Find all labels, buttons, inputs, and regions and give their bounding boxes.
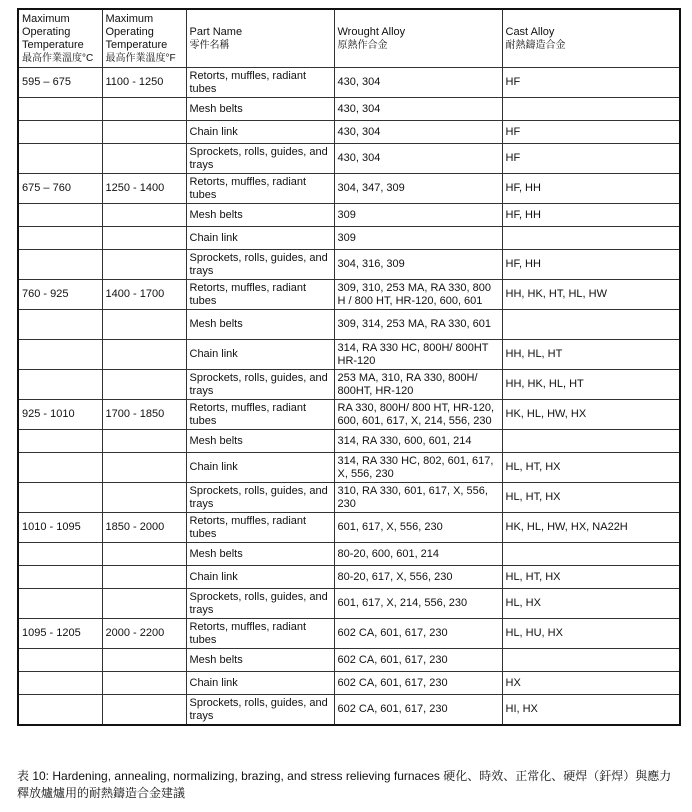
cell-part-name: Retorts, muffles, radiant tubes bbox=[186, 513, 334, 543]
cell-temp-f: 1850 - 2000 bbox=[102, 513, 186, 543]
cell-part-name: Mesh belts bbox=[186, 543, 334, 566]
cell-cast-alloy: HF, HH bbox=[502, 204, 680, 227]
cell-part-name: Retorts, muffles, radiant tubes bbox=[186, 174, 334, 204]
alloy-table-container bbox=[17, 8, 679, 726]
cell-temp-f bbox=[102, 649, 186, 672]
cell-cast-alloy: HH, HK, HT, HL, HW bbox=[502, 280, 680, 310]
cell-temp-f bbox=[102, 483, 186, 513]
cell-temp-c bbox=[18, 144, 102, 174]
cell-part-name: Chain link bbox=[186, 453, 334, 483]
cell-wrought-alloy: 309, 310, 253 MA, RA 330, 800 H / 800 HT, HR-120, 600, 601 bbox=[334, 280, 502, 310]
cell-temp-f bbox=[102, 98, 186, 121]
table-row bbox=[18, 204, 680, 227]
cell-temp-c bbox=[18, 121, 102, 144]
cell-wrought-alloy: 602 CA, 601, 617, 230 bbox=[334, 649, 502, 672]
cell-cast-alloy: HF bbox=[502, 121, 680, 144]
cell-temp-c bbox=[18, 250, 102, 280]
cell-cast-alloy: HI, HX bbox=[502, 695, 680, 726]
header-label: Maximum Operating Temperature bbox=[105, 12, 168, 51]
cell-cast-alloy bbox=[502, 310, 680, 340]
cell-cast-alloy: HL, HX bbox=[502, 589, 680, 619]
cell-temp-c bbox=[18, 430, 102, 453]
cell-cast-alloy: HF bbox=[502, 144, 680, 174]
table-row bbox=[18, 430, 680, 453]
cell-part-name: Sprockets, rolls, guides, and trays bbox=[186, 589, 334, 619]
header-label: Cast Alloy bbox=[505, 25, 555, 38]
cell-part-name: Mesh belts bbox=[186, 649, 334, 672]
table-row bbox=[18, 227, 680, 250]
header-label: Maximum Operating Temperature bbox=[22, 12, 84, 51]
cell-wrought-alloy: 430, 304 bbox=[334, 68, 502, 98]
cell-cast-alloy: HL, HT, HX bbox=[502, 453, 680, 483]
table-row bbox=[18, 566, 680, 589]
cell-temp-c bbox=[18, 483, 102, 513]
cell-temp-f bbox=[102, 340, 186, 370]
cell-wrought-alloy: 310, RA 330, 601, 617, X, 556, 230 bbox=[334, 483, 502, 513]
cell-temp-f bbox=[102, 695, 186, 726]
cell-cast-alloy: HF, HH bbox=[502, 174, 680, 204]
cell-cast-alloy: HH, HK, HL, HT bbox=[502, 370, 680, 400]
cell-part-name: Retorts, muffles, radiant tubes bbox=[186, 280, 334, 310]
header-max-temp-c bbox=[18, 9, 102, 68]
table-row bbox=[18, 543, 680, 566]
cell-temp-f bbox=[102, 430, 186, 453]
cell-wrought-alloy: 309 bbox=[334, 204, 502, 227]
cell-wrought-alloy: 80-20, 617, X, 556, 230 bbox=[334, 566, 502, 589]
cell-part-name: Sprockets, rolls, guides, and trays bbox=[186, 483, 334, 513]
cell-temp-f bbox=[102, 672, 186, 695]
cell-part-name: Chain link bbox=[186, 566, 334, 589]
cell-wrought-alloy: 430, 304 bbox=[334, 98, 502, 121]
cell-temp-f bbox=[102, 453, 186, 483]
alloy-recommendation-table bbox=[17, 8, 681, 726]
cell-wrought-alloy: 314, RA 330 HC, 802, 601, 617, X, 556, 230 bbox=[334, 453, 502, 483]
cell-wrought-alloy: 601, 617, X, 214, 556, 230 bbox=[334, 589, 502, 619]
table-row bbox=[18, 513, 680, 543]
cell-temp-f bbox=[102, 204, 186, 227]
header-label-zh: 耐熱鑄造合金 bbox=[505, 39, 566, 51]
cell-wrought-alloy: 309 bbox=[334, 227, 502, 250]
cell-part-name: Mesh belts bbox=[186, 204, 334, 227]
cell-wrought-alloy: 430, 304 bbox=[334, 121, 502, 144]
cell-temp-f: 1700 - 1850 bbox=[102, 400, 186, 430]
table-row bbox=[18, 68, 680, 98]
header-label-zh: 最高作業溫度°F bbox=[105, 52, 176, 64]
table-row bbox=[18, 400, 680, 430]
cell-temp-c bbox=[18, 649, 102, 672]
cell-cast-alloy: HK, HL, HW, HX bbox=[502, 400, 680, 430]
cell-cast-alloy: HL, HT, HX bbox=[502, 483, 680, 513]
cell-cast-alloy: HX bbox=[502, 672, 680, 695]
cell-cast-alloy: HF, HH bbox=[502, 250, 680, 280]
cell-part-name: Sprockets, rolls, guides, and trays bbox=[186, 370, 334, 400]
cell-cast-alloy bbox=[502, 430, 680, 453]
cell-temp-c: 595 – 675 bbox=[18, 68, 102, 98]
table-header-row bbox=[18, 9, 680, 68]
cell-part-name: Sprockets, rolls, guides, and trays bbox=[186, 250, 334, 280]
cell-temp-f bbox=[102, 227, 186, 250]
cell-temp-f bbox=[102, 566, 186, 589]
cell-temp-f: 2000 - 2200 bbox=[102, 619, 186, 649]
cell-temp-f bbox=[102, 144, 186, 174]
cell-part-name: Retorts, muffles, radiant tubes bbox=[186, 68, 334, 98]
header-label: Wrought Alloy bbox=[337, 25, 406, 38]
cell-temp-c bbox=[18, 370, 102, 400]
cell-cast-alloy bbox=[502, 98, 680, 121]
cell-temp-c: 760 - 925 bbox=[18, 280, 102, 310]
cell-part-name: Retorts, muffles, radiant tubes bbox=[186, 400, 334, 430]
table-row bbox=[18, 174, 680, 204]
header-wrought-alloy bbox=[334, 9, 502, 68]
cell-temp-c bbox=[18, 672, 102, 695]
header-label-zh: 最高作業溫度°C bbox=[22, 52, 94, 64]
header-part-name bbox=[186, 9, 334, 68]
cell-cast-alloy: HF bbox=[502, 68, 680, 98]
cell-wrought-alloy: 309, 314, 253 MA, RA 330, 601 bbox=[334, 310, 502, 340]
table-row bbox=[18, 589, 680, 619]
cell-cast-alloy: HK, HL, HW, HX, NA22H bbox=[502, 513, 680, 543]
cell-temp-c: 925 - 1010 bbox=[18, 400, 102, 430]
table-row bbox=[18, 619, 680, 649]
cell-temp-f bbox=[102, 370, 186, 400]
cell-temp-c bbox=[18, 340, 102, 370]
cell-wrought-alloy: 602 CA, 601, 617, 230 bbox=[334, 619, 502, 649]
cell-wrought-alloy: RA 330, 800H/ 800 HT, HR-120, 600, 601, 617, X, 214, 556, 230 bbox=[334, 400, 502, 430]
cell-temp-c bbox=[18, 227, 102, 250]
cell-temp-c: 1010 - 1095 bbox=[18, 513, 102, 543]
cell-temp-c bbox=[18, 589, 102, 619]
cell-temp-c bbox=[18, 98, 102, 121]
cell-wrought-alloy: 304, 316, 309 bbox=[334, 250, 502, 280]
table-row bbox=[18, 370, 680, 400]
table-row bbox=[18, 280, 680, 310]
table-row bbox=[18, 649, 680, 672]
cell-wrought-alloy: 430, 304 bbox=[334, 144, 502, 174]
cell-wrought-alloy: 80-20, 600, 601, 214 bbox=[334, 543, 502, 566]
cell-temp-f bbox=[102, 543, 186, 566]
table-row bbox=[18, 483, 680, 513]
cell-wrought-alloy: 314, RA 330, 600, 601, 214 bbox=[334, 430, 502, 453]
cell-temp-c: 1095 - 1205 bbox=[18, 619, 102, 649]
table-row bbox=[18, 695, 680, 726]
header-label-zh: 零件名稱 bbox=[189, 39, 230, 51]
table-row bbox=[18, 453, 680, 483]
cell-part-name: Chain link bbox=[186, 672, 334, 695]
table-caption: 表 10: Hardening, annealing, normalizing, brazing, and stress relieving furnaces 硬化、時效、正常化、硬焊（釬焊）與應力釋放爐爐用的耐熱鑄造合金建議 bbox=[17, 769, 672, 800]
cell-part-name: Chain link bbox=[186, 340, 334, 370]
cell-temp-f: 1400 - 1700 bbox=[102, 280, 186, 310]
table-row bbox=[18, 672, 680, 695]
table-row bbox=[18, 250, 680, 280]
cell-part-name: Sprockets, rolls, guides, and trays bbox=[186, 695, 334, 726]
cell-temp-f: 1100 - 1250 bbox=[102, 68, 186, 98]
cell-cast-alloy bbox=[502, 543, 680, 566]
cell-part-name: Mesh belts bbox=[186, 310, 334, 340]
cell-temp-c bbox=[18, 543, 102, 566]
header-cast-alloy bbox=[502, 9, 680, 68]
cell-wrought-alloy: 601, 617, X, 556, 230 bbox=[334, 513, 502, 543]
cell-cast-alloy: HL, HT, HX bbox=[502, 566, 680, 589]
cell-cast-alloy bbox=[502, 649, 680, 672]
cell-part-name: Chain link bbox=[186, 227, 334, 250]
cell-temp-f: 1250 - 1400 bbox=[102, 174, 186, 204]
header-max-temp-f bbox=[102, 9, 186, 68]
cell-wrought-alloy: 253 MA, 310, RA 330, 800H/ 800HT, HR-120 bbox=[334, 370, 502, 400]
table-body bbox=[18, 68, 680, 726]
cell-part-name: Chain link bbox=[186, 121, 334, 144]
cell-temp-c bbox=[18, 310, 102, 340]
cell-cast-alloy: HH, HL, HT bbox=[502, 340, 680, 370]
cell-part-name: Retorts, muffles, radiant tubes bbox=[186, 619, 334, 649]
table-row bbox=[18, 310, 680, 340]
cell-temp-c bbox=[18, 566, 102, 589]
table-row bbox=[18, 98, 680, 121]
table-row bbox=[18, 144, 680, 174]
table-row bbox=[18, 121, 680, 144]
cell-wrought-alloy: 314, RA 330 HC, 800H/ 800HT HR-120 bbox=[334, 340, 502, 370]
cell-temp-f bbox=[102, 310, 186, 340]
cell-temp-c: 675 – 760 bbox=[18, 174, 102, 204]
cell-temp-f bbox=[102, 250, 186, 280]
cell-cast-alloy: HL, HU, HX bbox=[502, 619, 680, 649]
cell-wrought-alloy: 602 CA, 601, 617, 230 bbox=[334, 695, 502, 726]
cell-wrought-alloy: 602 CA, 601, 617, 230 bbox=[334, 672, 502, 695]
header-label: Part Name bbox=[189, 25, 243, 38]
cell-temp-c bbox=[18, 695, 102, 726]
cell-temp-f bbox=[102, 589, 186, 619]
cell-part-name: Sprockets, rolls, guides, and trays bbox=[186, 144, 334, 174]
cell-wrought-alloy: 304, 347, 309 bbox=[334, 174, 502, 204]
header-label-zh: 原熱作合金 bbox=[337, 39, 388, 51]
cell-temp-c bbox=[18, 204, 102, 227]
table-row bbox=[18, 340, 680, 370]
cell-part-name: Mesh belts bbox=[186, 98, 334, 121]
cell-temp-c bbox=[18, 453, 102, 483]
cell-cast-alloy bbox=[502, 227, 680, 250]
cell-temp-f bbox=[102, 121, 186, 144]
cell-part-name: Mesh belts bbox=[186, 430, 334, 453]
